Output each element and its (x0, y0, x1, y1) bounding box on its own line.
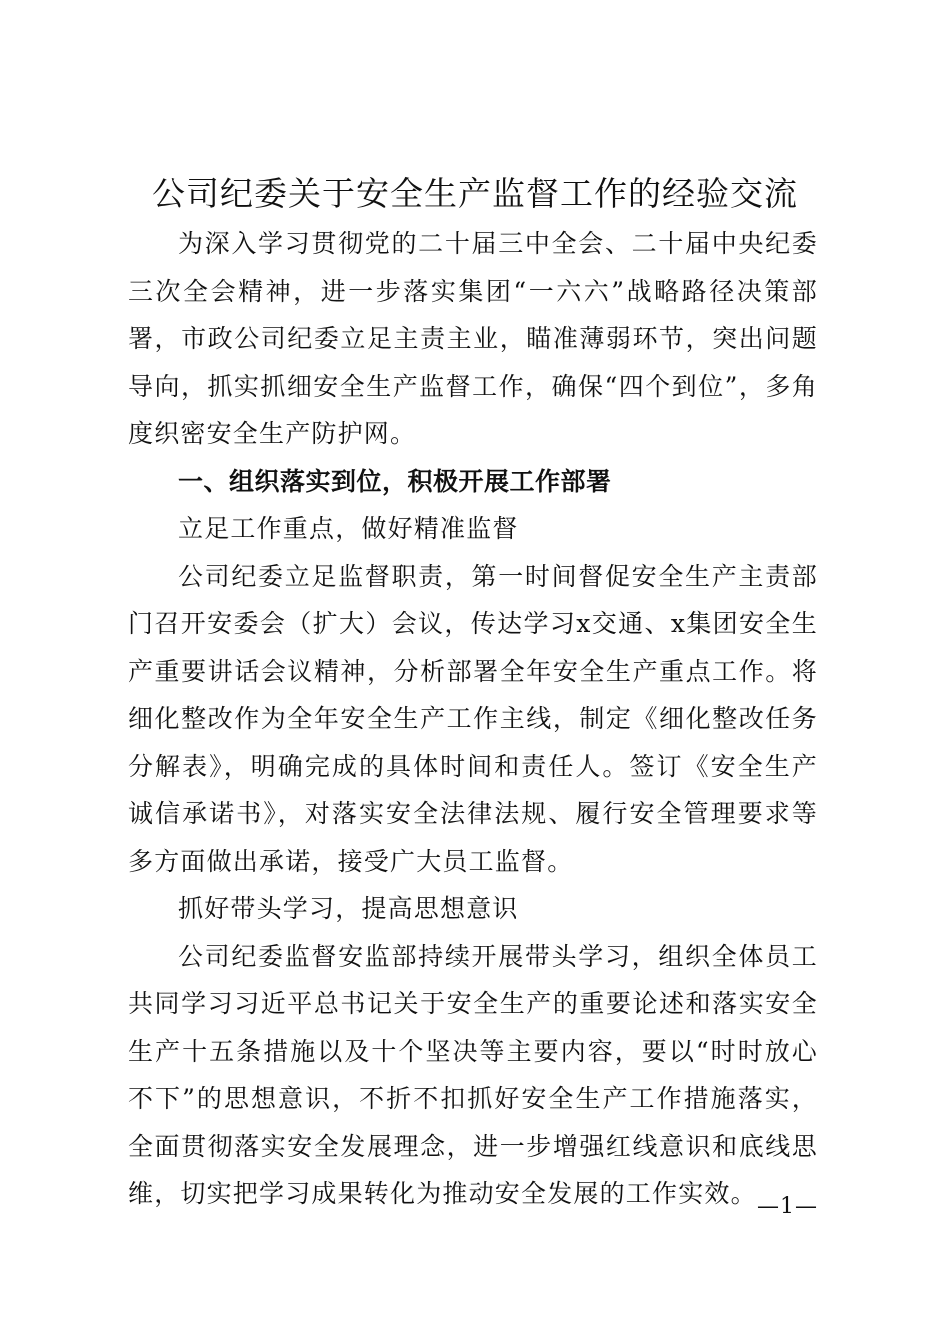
intro-paragraph: 为深入学习贯彻党的二十届三中全会、二十届中央纪委三次全会精神，进一步落实集团“一六六”战略路径决策部署，市政公司纪委立足主责主业，瞄准薄弱环节，突出问题导向，抓实抓细安全生产监督工作，确保“四个到位”，多角度织密安全生产防护网。 (128, 229, 818, 448)
page-number: —1— (757, 1194, 818, 1219)
subheading-precise-supervision: 立足工作重点，做好精准监督 (178, 514, 519, 543)
subheading-lead-learning: 抓好带头学习，提高思想意识 (178, 894, 519, 923)
document-body (128, 220, 818, 1218)
paragraph-supervision-duties: 公司纪委立足监督职责，第一时间督促安全生产主责部门召开安委会（扩大）会议，传达学习x交通、x集团安全生产重要讲话会议精神，分析部署全年安全生产重点工作。将细化整改作为全年安全生产工作主线，制定《细化整改任务分解表》，明确完成的具体时间和责任人。签订《安全生产诚信承诺书》，对落实安全法律法规、履行安全管理要求等多方面做出承诺，接受广大员工监督。 (128, 561, 818, 876)
document-title: 公司纪委关于安全生产监督工作的经验交流 (152, 174, 798, 213)
paragraph-lead-learning: 公司纪委监督安监部持续开展带头学习，组织全体员工共同学习习近平总书记关于安全生产的重要论述和落实安全生产十五条措施以及十个坚决等主要内容，要以“时时放心不下”的思想意识，不折不扣抓好安全生产工作措施落实，全面贯彻落实安全发展理念，进一步增强红线意识和底线思维，切实把学习成果转化为推动安全发展的工作实效。 (128, 941, 818, 1208)
section-heading-1: 一、组织落实到位，积极开展工作部署 (178, 466, 612, 496)
